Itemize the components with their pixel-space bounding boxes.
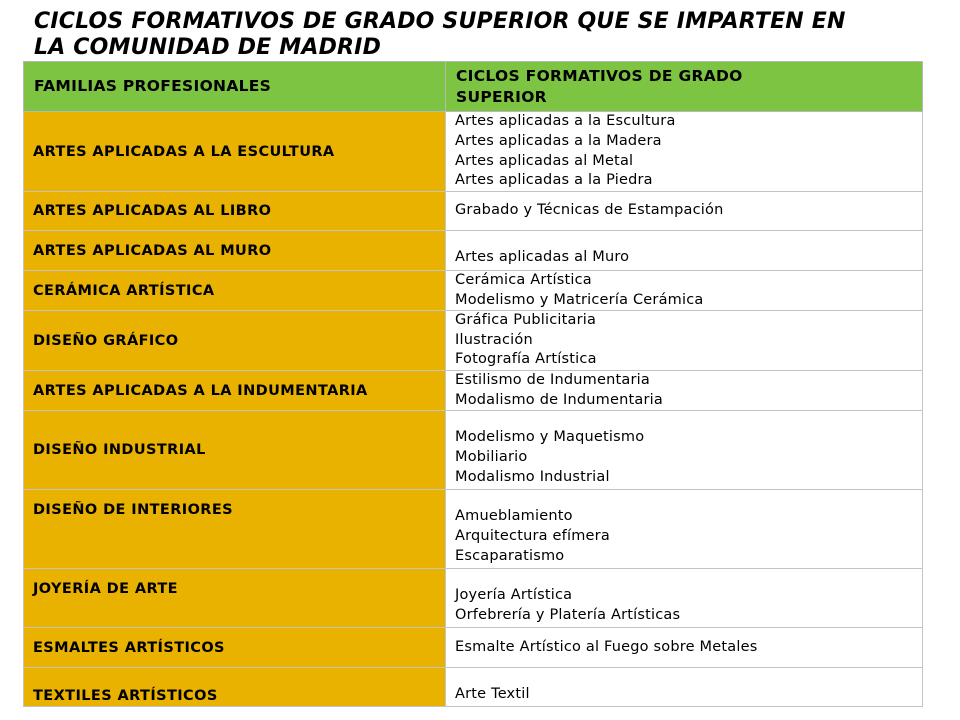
cycle-item: Artes aplicadas al Metal <box>455 152 634 169</box>
cycles-header-line-1: CICLOS FORMATIVOS DE GRADO <box>456 66 743 85</box>
family-cell: DISEÑO DE INTERIORES <box>24 490 446 569</box>
family-cell: ARTES APLICADAS AL LIBRO <box>24 192 446 231</box>
cycle-item: Escaparatismo <box>455 547 565 564</box>
page-title-line-2: LA COMUNIDAD DE MADRID <box>34 35 382 60</box>
cycle-item: Joyería Artística <box>455 586 573 603</box>
table-header-row <box>24 62 923 112</box>
cycles-cell <box>446 668 923 707</box>
table-row <box>24 231 923 271</box>
cycles-cell <box>446 192 923 231</box>
cycle-item: Cerámica Artística <box>455 272 592 288</box>
cycle-item: Modelismo y Matricería Cerámica <box>455 291 704 308</box>
family-cell: ARTES APLICADAS AL MURO <box>24 231 446 271</box>
table-row <box>24 569 923 628</box>
family-cell: ARTES APLICADAS A LA INDUMENTARIA <box>24 370 446 410</box>
cycles-column-header <box>446 62 923 112</box>
cycle-item: Estilismo de Indumentaria <box>455 371 650 388</box>
table-row <box>24 628 923 668</box>
family-cell: TEXTILES ARTÍSTICOS <box>24 668 446 707</box>
families-column-header: FAMILIAS PROFESIONALES <box>24 62 446 112</box>
table-row <box>24 112 923 192</box>
cycles-cell <box>446 271 923 311</box>
cycles-cell <box>446 490 923 569</box>
family-cell: ESMALTES ARTÍSTICOS <box>24 628 446 668</box>
cycles-cell <box>446 311 923 371</box>
cycle-item: Artes aplicadas al Muro <box>455 249 630 266</box>
table-row <box>24 411 923 490</box>
table-body <box>24 112 923 707</box>
cycle-item: Mobiliario <box>455 448 528 465</box>
page-title-line-1: CICLOS FORMATIVOS DE GRADO SUPERIOR QUE SE IMPARTEN EN <box>34 9 846 34</box>
cycle-item: Artes aplicadas a la Piedra <box>455 172 653 189</box>
cycles-cell <box>446 231 923 271</box>
cycles-table <box>23 61 923 707</box>
table-row <box>24 192 923 231</box>
family-cell: ARTES APLICADAS A LA ESCULTURA <box>24 112 446 192</box>
cycle-item: Ilustración <box>455 331 533 348</box>
cycles-cell <box>446 112 923 192</box>
cycle-item: Amueblamiento <box>455 508 573 525</box>
cycle-item: Modelismo y Maquetismo <box>455 429 645 446</box>
cycle-item: Modalismo Industrial <box>455 468 610 485</box>
family-cell: JOYERÍA DE ARTE <box>24 569 446 628</box>
page-title <box>34 9 934 61</box>
table-row <box>24 271 923 311</box>
table-row <box>24 370 923 410</box>
cycle-item: Fotografía Artística <box>455 351 597 368</box>
cycle-item: Arte Textil <box>455 685 530 702</box>
table-row <box>24 311 923 371</box>
family-cell: DISEÑO GRÁFICO <box>24 311 446 371</box>
cycle-item: Modalismo de Indumentaria <box>455 391 663 408</box>
cycle-item: Gráfica Publicitaria <box>455 312 597 329</box>
table-row <box>24 668 923 707</box>
cycles-cell <box>446 569 923 628</box>
cycles-cell <box>446 370 923 410</box>
cycle-item: Esmalte Artístico al Fuego sobre Metales <box>455 638 758 655</box>
cycle-item: Orfebrería y Platería Artísticas <box>455 606 681 623</box>
cycle-item: Artes aplicadas a la Escultura <box>455 113 676 130</box>
cycles-cell <box>446 411 923 490</box>
family-cell: DISEÑO INDUSTRIAL <box>24 411 446 490</box>
family-cell: CERÁMICA ARTÍSTICA <box>24 271 446 311</box>
cycle-item: Artes aplicadas a la Madera <box>455 132 662 149</box>
table-row <box>24 490 923 569</box>
cycles-cell <box>446 628 923 668</box>
cycle-item: Grabado y Técnicas de Estampación <box>455 202 724 219</box>
cycle-item: Arquitectura efímera <box>455 527 610 544</box>
cycles-header-line-2: SUPERIOR <box>456 87 547 106</box>
